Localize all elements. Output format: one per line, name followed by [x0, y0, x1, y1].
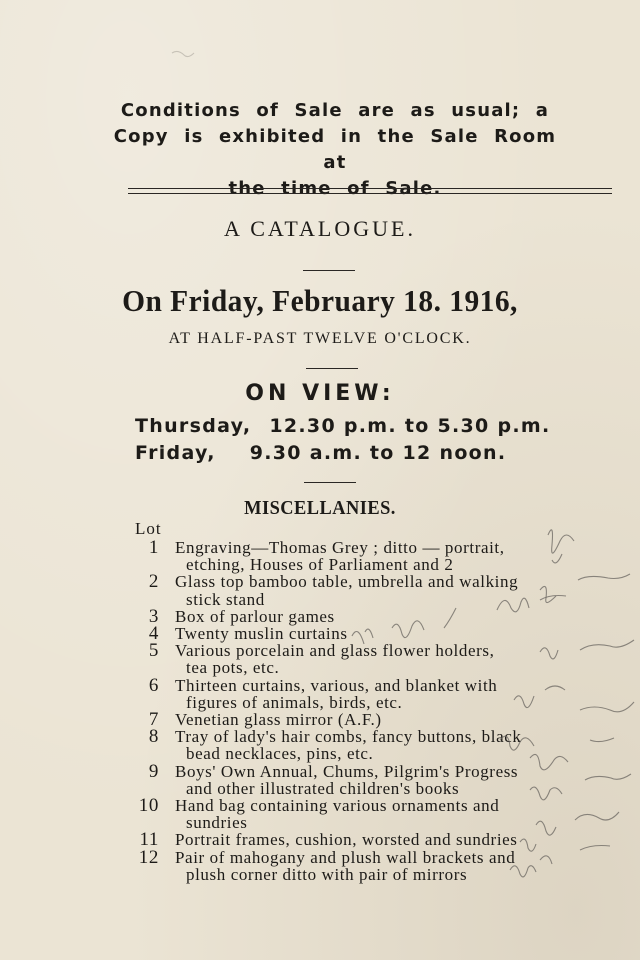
lot-row — [120, 760, 540, 798]
lot-description-line: plush corner ditto with pair of mirrors — [186, 864, 468, 884]
divider-short-2 — [306, 368, 358, 369]
lot-row — [120, 642, 540, 676]
sale-time: AT HALF-PAST TWELVE O'CLOCK. — [168, 330, 472, 347]
lot-description-line: Portrait frames, cushion, worsted and sundries — [175, 830, 518, 850]
lot-description — [175, 849, 540, 883]
lot-number: 6 — [148, 674, 159, 696]
lot-description-line: Thirteen curtains, various, and blanket with — [175, 675, 498, 695]
conditions-line-1: Conditions of Sale are as usual; a — [120, 100, 550, 121]
lot-number: 1 — [148, 537, 159, 558]
lot-row — [120, 573, 540, 607]
lot-row — [120, 797, 540, 831]
lot-list — [120, 539, 540, 883]
lot-number: 3 — [148, 605, 159, 627]
lot-description-line: etching, Houses of Parliament and 2 — [186, 555, 454, 575]
lot-row — [120, 674, 540, 712]
lot-description-line: Tray of lady's hair combs, fancy buttons, black — [175, 727, 522, 747]
lot-number: 4 — [148, 623, 159, 645]
lot-description-line: Boys' Own Annual, Chums, Pilgrim's Progress — [175, 761, 519, 781]
lot-description — [175, 797, 540, 831]
lot-description — [175, 539, 540, 573]
lot-description-line: Various porcelain and glass flower holders, — [175, 641, 495, 661]
lot-description — [175, 608, 540, 625]
view-hours: 12.30 p.m. to 5.30 p.m. — [269, 415, 551, 437]
lot-number: 5 — [148, 640, 159, 662]
lot-description-line: Pair of mahogany and plush wall brackets and — [175, 847, 516, 867]
lot-number: 10 — [138, 795, 159, 817]
lot-row — [120, 846, 540, 884]
sale-date: On Friday, February 18. 1916, — [122, 283, 518, 318]
divider-rule-bottom — [128, 193, 612, 194]
view-day: Friday, — [135, 442, 216, 464]
lot-column-header: Lot — [135, 519, 162, 538]
lot-description-line: Engraving—Thomas Grey ; ditto — portrait, — [175, 538, 505, 557]
lot-description-line: Twenty muslin curtains — [175, 624, 348, 644]
view-hours: 9.30 a.m. to 12 noon. — [249, 442, 507, 464]
lot-description-line: stick stand — [186, 589, 265, 609]
lot-description-line: Box of parlour games — [175, 606, 335, 626]
lot-row — [120, 829, 540, 851]
view-day: Thursday, — [135, 415, 252, 437]
conditions-line-2: Copy is exhibited in the Sale Room at — [113, 126, 557, 173]
lot-number: 7 — [148, 709, 159, 731]
view-times-friday — [135, 442, 506, 464]
lot-description-line: and other illustrated children's books — [186, 778, 460, 798]
lot-description — [175, 763, 540, 797]
lot-description-line: tea pots, etc. — [186, 658, 280, 678]
catalogue-heading: A CATALOGUE. — [224, 216, 416, 241]
lot-number: 2 — [148, 571, 159, 593]
lot-row — [120, 605, 540, 627]
lot-description-line: Hand bag containing various ornaments and — [175, 796, 500, 816]
lot-description-line: Glass top bamboo table, umbrella and walking — [175, 572, 519, 592]
lot-description-line: figures of animals, birds, etc. — [186, 692, 403, 712]
lot-number: 12 — [138, 846, 159, 868]
lot-description — [175, 677, 540, 711]
divider-rule-top — [128, 188, 612, 189]
lot-row — [120, 728, 540, 762]
conditions-line-3: the time of Sale. — [228, 178, 442, 199]
lot-description-line: bead necklaces, pins, etc. — [186, 744, 374, 764]
lot-row — [120, 709, 540, 731]
divider-short-1 — [303, 270, 355, 271]
lot-description — [175, 711, 540, 728]
lot-description — [175, 573, 540, 607]
lot-description — [175, 728, 540, 762]
lot-row — [120, 623, 540, 645]
lot-description — [175, 831, 540, 848]
lot-number: 8 — [148, 726, 159, 748]
lot-description — [175, 625, 540, 642]
view-times-thursday — [135, 415, 551, 437]
divider-short-3 — [304, 482, 356, 483]
lot-number: 11 — [139, 829, 159, 851]
section-title: MISCELLANIES. — [244, 497, 396, 519]
lot-description-line: Venetian glass mirror (A.F.) — [175, 710, 382, 730]
conditions-of-sale — [100, 98, 570, 202]
lot-description-line: sundries — [186, 813, 248, 833]
lot-description — [175, 642, 540, 676]
on-view-heading: ON VIEW: — [245, 381, 395, 406]
lot-number: 9 — [148, 760, 159, 782]
lot-row — [120, 539, 540, 573]
